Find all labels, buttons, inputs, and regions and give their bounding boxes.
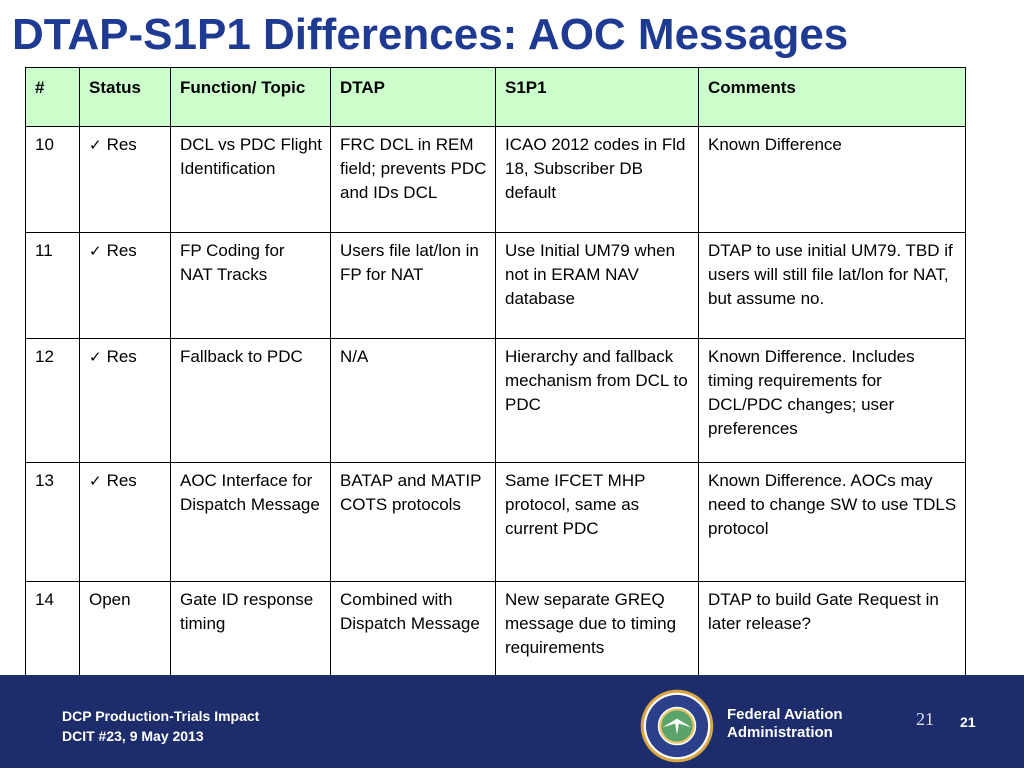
page-number: 21	[960, 714, 976, 730]
cell-s1p1: Same IFCET MHP protocol, same as current PDC	[496, 463, 699, 582]
header-comments: Comments	[699, 68, 966, 127]
status-label: Res	[106, 135, 137, 154]
faa-name-line-2: Administration	[727, 724, 833, 741]
header-dtap: DTAP	[331, 68, 496, 127]
cell-status	[80, 233, 171, 339]
cell-function: FP Coding for NAT Tracks	[171, 233, 331, 339]
cell-status	[80, 463, 171, 582]
cell-s1p1: Use Initial UM79 when not in ERAM NAV database	[496, 233, 699, 339]
check-mark-icon: ✓	[89, 243, 102, 260]
cell-number: 14	[26, 582, 80, 688]
page-number-field: 21	[916, 709, 934, 729]
cell-status	[80, 127, 171, 233]
faa-seal-icon	[640, 689, 714, 763]
footer-bar	[0, 675, 1024, 768]
table-row	[26, 233, 966, 339]
cell-function: Fallback to PDC	[171, 339, 331, 463]
cell-s1p1: Hierarchy and fallback mechanism from DCL to PDC	[496, 339, 699, 463]
faa-name-line-1: Federal Aviation	[727, 706, 843, 723]
cell-dtap: BATAP and MATIP COTS protocols	[331, 463, 496, 582]
faa-name	[727, 706, 843, 742]
cell-comments: DTAP to use initial UM79. TBD if users will still file lat/lon for NAT, but assume no.	[699, 233, 966, 339]
header-number: #	[26, 68, 80, 127]
cell-function: DCL vs PDC Flight Identification	[171, 127, 331, 233]
cell-dtap: Combined with Dispatch Message	[331, 582, 496, 688]
cell-comments: Known Difference. AOCs may need to change SW to use TDLS protocol	[699, 463, 966, 582]
cell-function: Gate ID response timing	[171, 582, 331, 688]
header-s1p1: S1P1	[496, 68, 699, 127]
cell-s1p1: ICAO 2012 codes in Fld 18, Subscriber DB default	[496, 127, 699, 233]
cell-dtap: FRC DCL in REM field; prevents PDC and IDs DCL	[331, 127, 496, 233]
header-function: Function/ Topic	[171, 68, 331, 127]
footer-line-2: DCIT #23, 9 May 2013	[62, 728, 204, 744]
cell-dtap: N/A	[331, 339, 496, 463]
cell-status: Open	[80, 582, 171, 688]
cell-number: 12	[26, 339, 80, 463]
cell-number: 13	[26, 463, 80, 582]
cell-comments: Known Difference	[699, 127, 966, 233]
table-header-row	[26, 68, 966, 127]
check-mark-icon: ✓	[89, 349, 102, 366]
cell-function: AOC Interface for Dispatch Message	[171, 463, 331, 582]
differences-table	[25, 67, 966, 688]
cell-comments: DTAP to build Gate Request in later release?	[699, 582, 966, 688]
status-label: Res	[106, 241, 137, 260]
check-mark-icon: ✓	[89, 473, 102, 490]
header-status: Status	[80, 68, 171, 127]
cell-comments: Known Difference. Includes timing requirements for DCL/PDC changes; user preferences	[699, 339, 966, 463]
status-label: Res	[106, 347, 137, 366]
cell-number: 11	[26, 233, 80, 339]
table-row	[26, 463, 966, 582]
table-row	[26, 127, 966, 233]
footer-info	[62, 706, 259, 746]
check-mark-icon: ✓	[89, 137, 102, 154]
table-row	[26, 582, 966, 688]
cell-status	[80, 339, 171, 463]
cell-s1p1: New separate GREQ message due to timing requirements	[496, 582, 699, 688]
status-label: Res	[106, 471, 137, 490]
table-row	[26, 339, 966, 463]
cell-number: 10	[26, 127, 80, 233]
footer-line-1: DCP Production-Trials Impact	[62, 708, 260, 724]
cell-dtap: Users file lat/lon in FP for NAT	[331, 233, 496, 339]
slide-title: DTAP-S1P1 Differences: AOC Messages	[12, 10, 849, 59]
